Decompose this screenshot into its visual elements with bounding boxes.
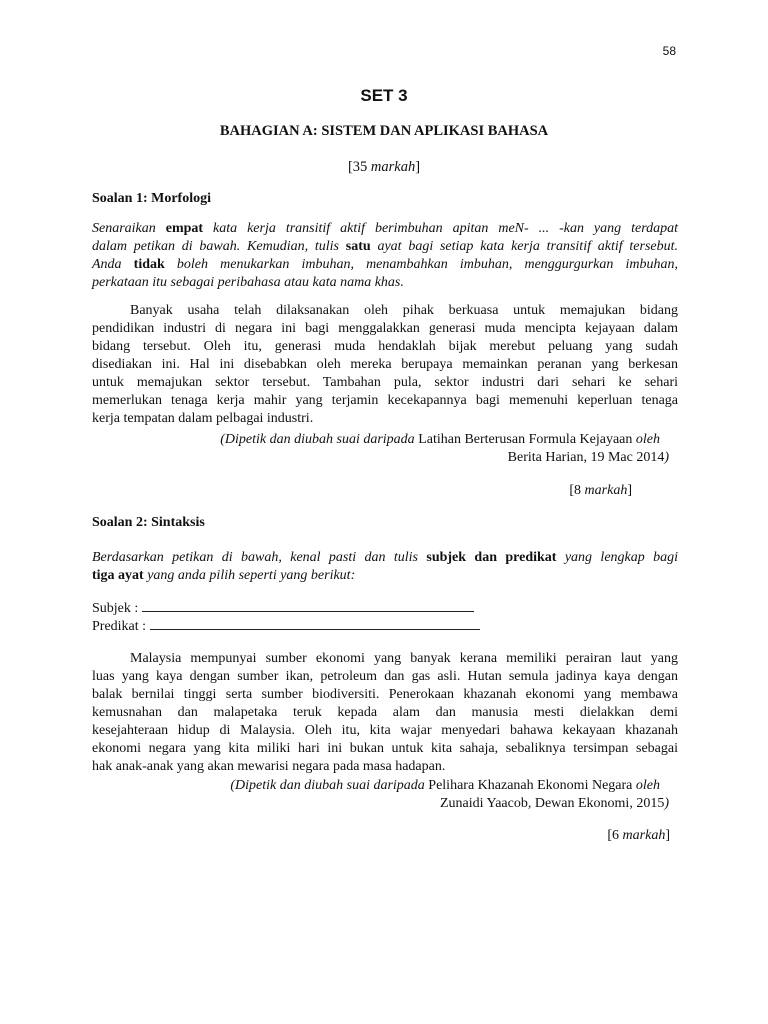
q1-passage-line: Banyak usaha telah dilaksanakan oleh pihak berkuasa untuk memajukan bidang bbox=[130, 303, 678, 318]
q1-passage-line: untuk memajukan sektor tersebut. Tambahan pula, sektor industri dari sehari ke sehari bbox=[92, 375, 678, 390]
question-2-heading: Soalan 2: Sintaksis bbox=[92, 515, 205, 530]
q2-passage-line: balak bernilai tinggi serta sumber biodiversiti. Penerokaan khazanah ekonomi yang membawa bbox=[92, 687, 678, 702]
q1-instruction-line: Senaraikan empat kata kerja transitif aktif berimbuhan apitan meN- ... -kan yang terdapat bbox=[92, 221, 679, 236]
section-title: BAHAGIAN A: SISTEM DAN APLIKASI BAHASA bbox=[219, 123, 549, 139]
q1-source-line-1: (Dipetik dan diubah suai daripada Latihan Berterusan Formula Kejayaan oleh bbox=[220, 432, 660, 447]
subject-answer-row bbox=[92, 598, 474, 617]
subject-label: Subjek : bbox=[92, 601, 142, 616]
q2-passage-line: Malaysia mempunyai sumber ekonomi yang banyak kerana memiliki perairan laut yang bbox=[130, 651, 678, 666]
subject-answer-blank[interactable] bbox=[142, 598, 474, 612]
q2-passage-line: ekonomi negara yang kita miliki hari ini bukan untuk kita sahaja, sebaliknya tersimpan sebagai bbox=[92, 741, 678, 756]
q2-source-line-1: (Dipetik dan diubah suai daripada Pelihara Khazanah Ekonomi Negara oleh bbox=[230, 778, 660, 793]
q1-instruction-line: Anda tidak boleh menukarkan imbuhan, menambahkan imbuhan, menggurgurkan imbuhan, bbox=[92, 257, 678, 272]
total-marks: [35 markah] bbox=[347, 159, 421, 175]
q2-passage-line: kesejahteraan hidup di Malaysia. Oleh itu, kita wajar menyedari bahawa kekayaan khazanah bbox=[92, 723, 678, 738]
q2-marks: [6 markah] bbox=[607, 828, 670, 843]
q1-instruction-line: dalam petikan di bawah. Kemudian, tulis satu ayat bagi setiap kata kerja transitif aktif tersebut. bbox=[92, 239, 679, 254]
set-title: SET 3 bbox=[360, 86, 408, 105]
page-number: 58 bbox=[662, 44, 676, 58]
q1-passage-line: kerja tempatan dalam pelbagai industri. bbox=[92, 411, 314, 426]
question-1-heading: Soalan 1: Morfologi bbox=[92, 191, 211, 206]
q2-passage-line: hak anak-anak yang akan mewarisi negara pada masa hadapan. bbox=[92, 759, 446, 774]
q1-source-line-2: Berita Harian, 19 Mac 2014) bbox=[507, 450, 669, 465]
q1-instruction-line: perkataan itu sebagai peribahasa atau kata nama khas. bbox=[92, 275, 404, 290]
predicate-label: Predikat : bbox=[92, 619, 150, 634]
q1-passage-line: memerlukan tenaga kerja mahir yang terjamin kecekapannya bagi memenuhi keperluan tenaga bbox=[92, 393, 678, 408]
q1-passage-line: pendidikan industri di negara ini bagi menggalakkan generasi muda mencipta kejayaan dalam bbox=[92, 321, 678, 336]
predicate-answer-row bbox=[92, 616, 480, 635]
q2-instruction-line: Berdasarkan petikan di bawah, kenal pasti dan tulis subjek dan predikat yang lengkap bagi bbox=[92, 550, 679, 565]
q1-passage-line: bidang tersebut. Oleh itu, generasi muda hendaklah bijak merebut peluang yang sudah bbox=[92, 339, 678, 354]
q2-instruction-line: tiga ayat yang anda pilih seperti yang berikut: bbox=[92, 568, 356, 583]
predicate-answer-blank[interactable] bbox=[150, 616, 480, 630]
q2-source-line-2: Zunaidi Yaacob, Dewan Ekonomi, 2015) bbox=[439, 796, 669, 811]
q1-marks: [8 markah] bbox=[569, 483, 632, 498]
q2-passage-line: kemusnahan dan malapetaka teruk kepada alam dan manusia mesti dielakkan demi bbox=[92, 705, 678, 720]
q2-passage-line: luas yang kaya dengan sumber ikan, petroleum dan gas asli. Hutan semula jadinya kaya dengan bbox=[92, 669, 678, 684]
q1-passage-line: disediakan ini. Hal ini disebabkan oleh mereka berupaya memainkan peranan yang berkesan bbox=[92, 357, 678, 372]
